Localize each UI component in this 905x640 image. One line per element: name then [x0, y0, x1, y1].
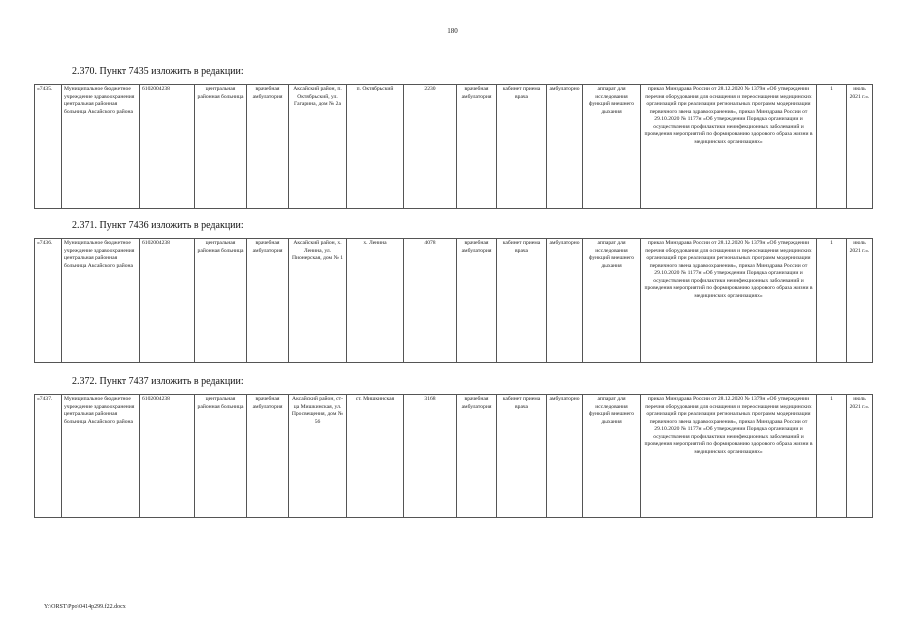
cell-unit: врачебная амбулатория — [247, 85, 289, 209]
cell-date: июль 2021 г.». — [847, 85, 873, 209]
cell-inn: 6102004238 — [140, 85, 195, 209]
cell-population: 3168 — [404, 395, 457, 518]
cell-room: кабинет приема врача — [497, 395, 547, 518]
cell-date: июль 2021 г.». — [847, 239, 873, 363]
cell-basis: приказ Минздрава России от 28.12.2020 № 1379н «Об утверждении перечня оборудования для оснащения и переоснащения медицинских организаций при реализации региональных программ модернизации первичного звена здравоохранения», приказ Минздрава России от 29.10.2020 № 1177н «Об утверждении Порядка организации и осуществления профилактики неинфекционных заболеваний и проведения мероприятий по формированию здорового образа жизни в медицинских организациях» — [641, 85, 817, 209]
cell-mode: амбулаторно — [547, 395, 583, 518]
cell-quantity: 1 — [817, 85, 847, 209]
table-row — [35, 85, 873, 209]
cell-room: кабинет приема врача — [497, 85, 547, 209]
cell-date: июль 2021 г.». — [847, 395, 873, 518]
cell-mode: амбулаторно — [547, 85, 583, 209]
cell-type: центральная районная больница — [195, 239, 247, 363]
cell-inn: 6102004238 — [140, 239, 195, 363]
table-row — [35, 395, 873, 518]
cell-locality: п. Октябрьский — [347, 85, 404, 209]
amendment-table — [34, 238, 873, 363]
cell-number: «7437. — [35, 395, 62, 518]
cell-unit: врачебная амбулатория — [247, 395, 289, 518]
cell-basis: приказ Минздрава России от 28.12.2020 № 1379н «Об утверждении перечня оборудования для оснащения и переоснащения медицинских организаций при реализации региональных программ модернизации первичного звена здравоохранения», приказ Минздрава России от 29.10.2020 № 1177н «Об утверждении Порядка организации и осуществления профилактики неинфекционных заболеваний и проведения мероприятий по формированию здорового образа жизни в медицинских организациях» — [641, 395, 817, 518]
cell-quantity: 1 — [817, 395, 847, 518]
amendment-table — [34, 84, 873, 209]
cell-equipment: аппарат для исследования функций внешнего дыхания — [583, 239, 641, 363]
amendment-table — [34, 394, 873, 518]
cell-type: центральная районная больница — [195, 395, 247, 518]
cell-service: врачебная амбулатория — [457, 85, 497, 209]
cell-organization: Муниципальное бюджетное учреждение здравоохранения центральная районная больница Аксайского района — [62, 239, 140, 363]
section-heading: 2.370. Пункт 7435 изложить в редакции: — [72, 66, 244, 77]
cell-address: Аксайский район, п. Октябрьский, ул. Гагарина, дом № 2а — [289, 85, 347, 209]
table-row — [35, 239, 873, 363]
cell-basis: приказ Минздрава России от 28.12.2020 № 1379н «Об утверждении перечня оборудования для оснащения и переоснащения медицинских организаций при реализации региональных программ модернизации первичного звена здравоохранения», приказ Минздрава России от 29.10.2020 № 1177н «Об утверждении Порядка организации и осуществления профилактики неинфекционных заболеваний и проведения мероприятий по формированию здорового образа жизни в медицинских организациях» — [641, 239, 817, 363]
cell-number: «7436. — [35, 239, 62, 363]
cell-service: врачебная амбулатория — [457, 239, 497, 363]
cell-population: 2230 — [404, 85, 457, 209]
cell-inn: 6102004238 — [140, 395, 195, 518]
cell-population: 4078 — [404, 239, 457, 363]
cell-unit: врачебная амбулатория — [247, 239, 289, 363]
footer-file-path: Y:\ORST\Ppo\0414p299.f22.docx — [44, 604, 126, 610]
cell-locality: ст. Мишкинская — [347, 395, 404, 518]
cell-type: центральная районная больница — [195, 85, 247, 209]
page-number: 180 — [447, 27, 458, 35]
cell-number: «7435. — [35, 85, 62, 209]
section-heading: 2.372. Пункт 7437 изложить в редакции: — [72, 376, 244, 387]
cell-locality: х. Ленина — [347, 239, 404, 363]
section-heading: 2.371. Пункт 7436 изложить в редакции: — [72, 220, 244, 231]
cell-address: Аксайский район, х. Ленина, ул. Пионерская, дом № 1 — [289, 239, 347, 363]
cell-address: Аксайский район, ст-ца Мишкинская, ул. Просвещения, дом № 56 — [289, 395, 347, 518]
cell-quantity: 1 — [817, 239, 847, 363]
cell-room: кабинет приема врача — [497, 239, 547, 363]
cell-organization: Муниципальное бюджетное учреждение здравоохранения центральная районная больница Аксайского района — [62, 395, 140, 518]
cell-equipment: аппарат для исследования функций внешнего дыхания — [583, 395, 641, 518]
cell-service: врачебная амбулатория — [457, 395, 497, 518]
cell-organization: Муниципальное бюджетное учреждение здравоохранения центральная районная больница Аксайского района — [62, 85, 140, 209]
cell-mode: амбулаторно — [547, 239, 583, 363]
cell-equipment: аппарат для исследования функций внешнего дыхания — [583, 85, 641, 209]
